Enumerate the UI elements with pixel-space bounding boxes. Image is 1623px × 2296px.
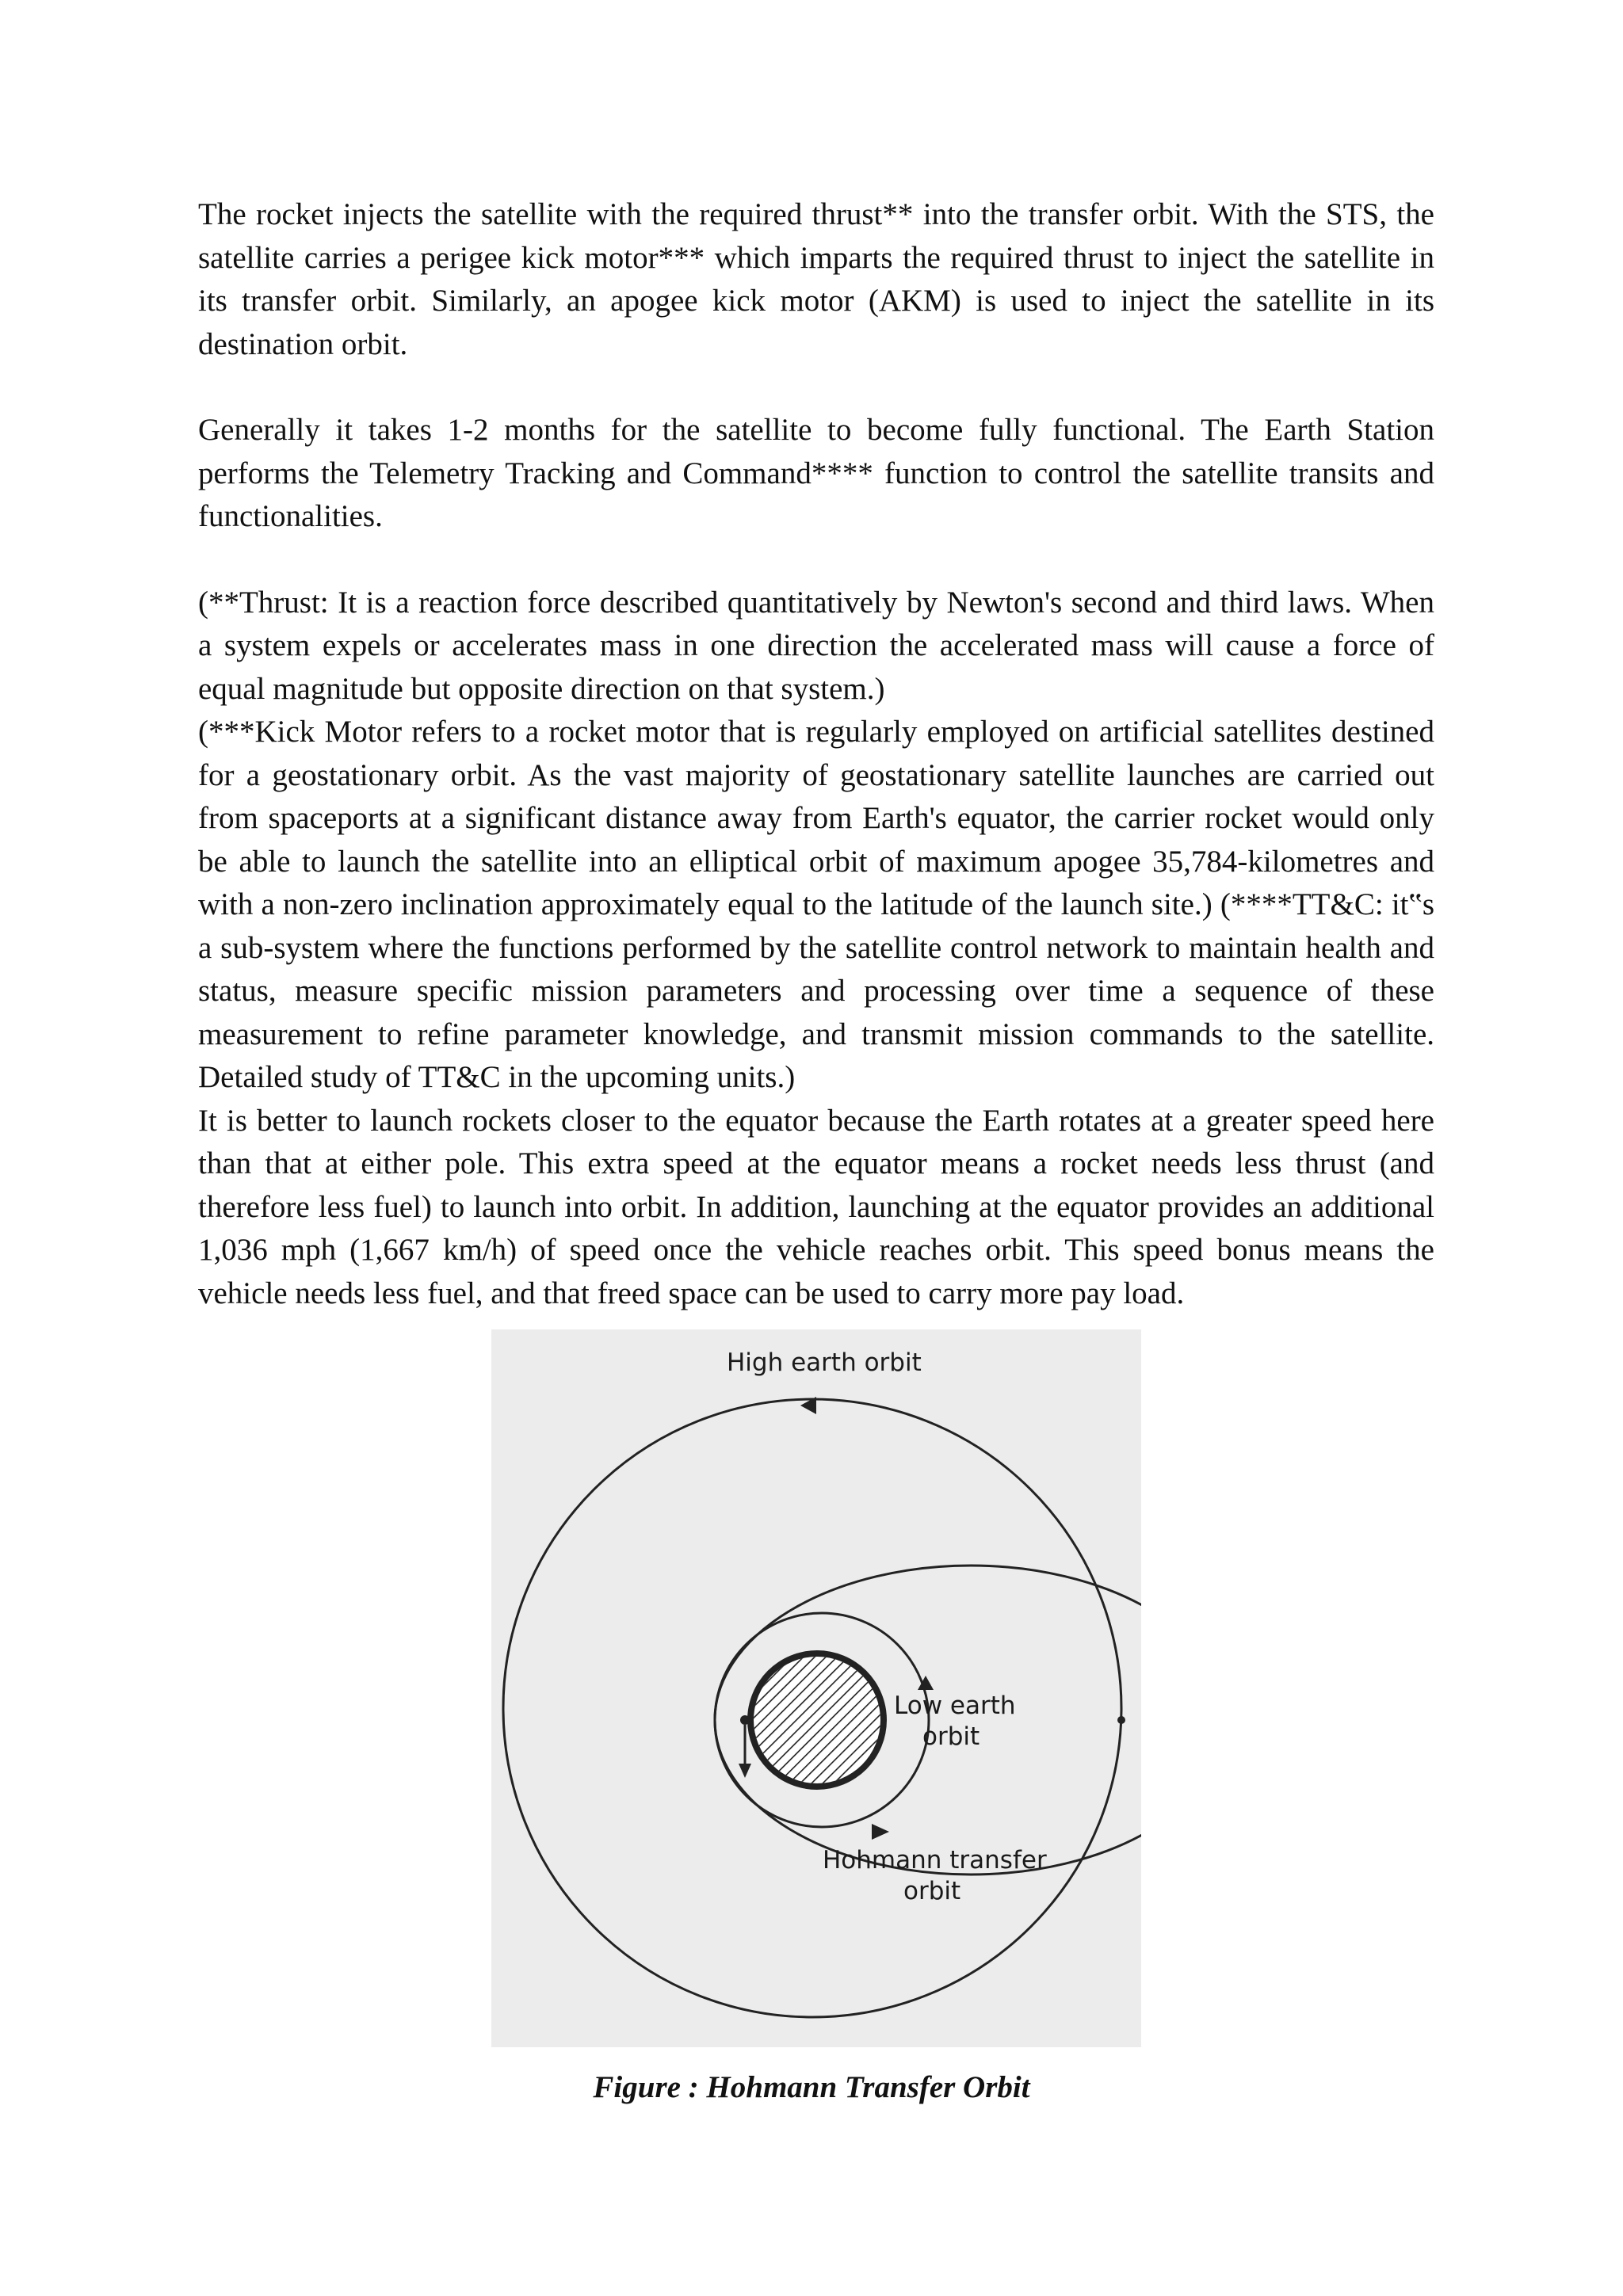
perigee-point-marker [740,1715,750,1725]
perigee-velocity-arrowhead-icon [739,1764,751,1778]
paragraph-thrust-note: (**Thrust: It is a reaction force described quantitatively by Newton's second and third laws. When a system expels or accelerates mass in one direction the accelerated mass will cause a force of equal magnitude but opposite direction on that system.) [198,585,1434,706]
transfer-orbit-arrow-icon [872,1824,889,1840]
figure-caption: Figure : Hohmann Transfer Orbit [593,2070,1030,2104]
earth-hatch-pattern [754,1657,880,1783]
hohmann-diagram [491,1329,1141,2047]
high-earth-orbit-label: High earth orbit [727,1348,922,1377]
paragraph-functional-time: Generally it takes 1-2 months for the satellite to become fully functional. The Earth Station performs the Telemetry Tracking and Command**** function to control the satellite transits and functionalities. [198,413,1434,533]
hohmann-transfer-figure [491,1329,1141,2047]
hohmann-transfer-label-line2: orbit [903,1877,961,1905]
paragraph-kick-motor-note: (***Kick Motor refers to a rocket motor that is regularly employed on artificial satellites destined for a geostationary orbit. As the vast majority of geostationary satellite launches are carried out from spaceports at a significant distance away from Earth's equator, the carrier rocket would only be able to launch the satellite into an elliptical orbit of maximum apogee 35,784-kilometres and with a non-zero inclination approximately equal to the latitude of the launch site.) (****TT&C: it‟s a sub-system where the functions performed by the satellite control network to maintain health and status, measure specific mission parameters and processing over time a sequence of these measurement to refine parameter knowledge, and transmit mission commands to the satellite. Detailed study of TT&C in the upcoming units.) [198,715,1434,1094]
apogee-point-marker [1117,1716,1125,1724]
paragraph-rocket-injection: The rocket injects the satellite with the required thrust** into the transfer orbit. With the STS, the satellite carries a perigee kick motor*** which imparts the required thrust to inject the satellite in its transfer orbit. Similarly, an apogee kick motor (AKM) is used to inject the satellite in its destination orbit. [198,197,1434,361]
low-earth-orbit-label-line2: orbit [922,1722,980,1751]
low-earth-orbit-label-line1: Low earth [894,1691,1016,1720]
document-body [198,193,1434,1315]
paragraph-equator-launch: It is better to launch rockets closer to the equator because the Earth rotates at a greater speed here than that at either pole. This extra speed at the equator means a rocket needs less thrust (and therefore less fuel) to launch into orbit. In addition, launching at the equator provides an additional 1,036 mph (1,667 km/h) of speed once the vehicle reaches orbit. This speed bonus means the vehicle needs less fuel, and that freed space can be used to carry more pay load. [198,1103,1434,1310]
hohmann-transfer-label-line1: Hohmann transfer [823,1846,1047,1875]
